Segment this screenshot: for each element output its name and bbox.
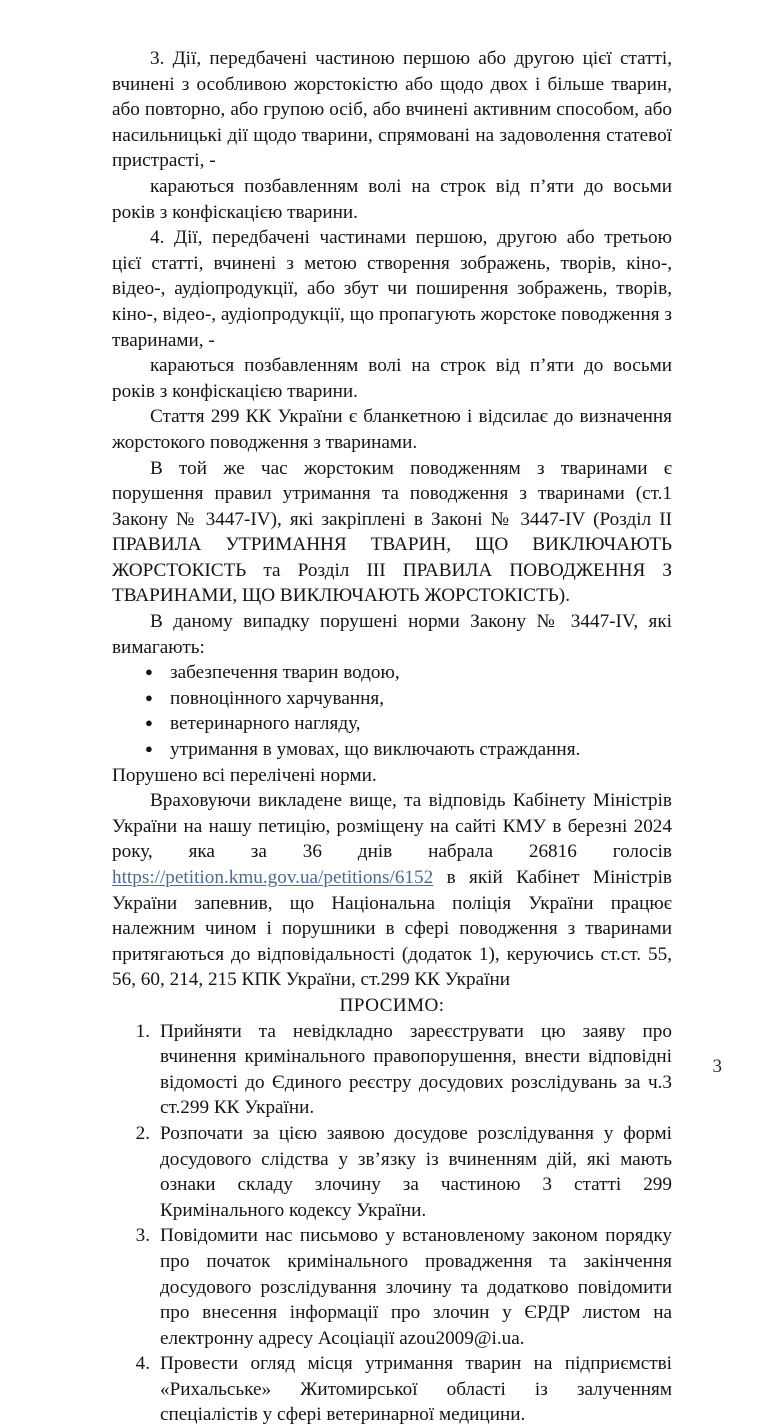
petition-link[interactable]: https://petition.kmu.gov.ua/petitions/6152 [112, 867, 434, 888]
violated-norms-list [112, 660, 672, 762]
request-text: Розпочати за цією заявою досудове розслідування у формі досудового слідства у зв’язку із вчиненням дій, які мають ознаки складу злочину за частиною 3 статті 299 Кримінального кодексу України. [160, 1122, 672, 1221]
list-item [112, 1019, 672, 1121]
paragraph-blanket-norm: Стаття 299 КК України є бланкетною і відсилає до визначення жорстокого поводження з тваринами. [112, 406, 672, 453]
petition-text-after-link: в якій Кабінет Міністрів України запевнив, що Національна поліція України працює належним чином і порушники в сфері поводження з тваринами притягаються до відповідальності (додаток 1), керуючись ст.ст. 55, 56, 60, 214, 215 КПК України, ст.299 КК України [112, 867, 672, 991]
page-number: 3 [712, 1056, 722, 1077]
request-text: Прийняти та невідкладно зареєструвати цю заяву про вчинення кримінального правопорушення, внести відповідні відомості до Єдиного реєстру досудових розслідувань за ч.3 ст.299 КК України. [160, 1020, 672, 1119]
paragraph-3-main: 3. Дії, передбачені частиною першою або другою цієї статті, вчинені з особливою жорстокістю або щодо двох і більше тварин, або повторно, або групою осіб, або вчинені активним способом, або насильницькі дії щодо тварини, спрямовані на задоволення статевої пристрасті, - [112, 48, 672, 172]
list-item [112, 1121, 672, 1223]
paragraph-4-main: 4. Дії, передбачені частинами першою, другою або третьою цієї статті, вчинені з метою створення зображень, творів, кіно-, відео-, аудіопродукції, або збут чи поширення зображень, творів, кіно-, відео-, аудіопродукції, що пропагують жорстоке поводження з тваринами, - [112, 227, 672, 351]
paragraph-4-penalty: караються позбавленням волі на строк від п’яти до восьми років з конфіскацією тварини. [112, 355, 672, 402]
paragraph-norms-lead: В даному випадку порушені норми Закону № 3447-IV, які вимагають: [112, 611, 672, 658]
list-item: ● забезпечення тварин водою, [112, 660, 672, 686]
list-item: ● повноцінного харчування, [112, 686, 672, 712]
page-content [112, 46, 672, 1428]
paragraph-3-penalty: караються позбавленням волі на строк від п’яти до восьми років з конфіскацією тварини. [112, 175, 672, 223]
requests-list [112, 1019, 672, 1428]
petition-text-before-link: Враховуючи викладене вище, та відповідь Кабінету Міністрів України на нашу петицію, розміщену на сайті КМУ в березні 2024 року, яка за 36 днів набрала 26816 голосів [112, 790, 672, 863]
list-item [112, 1223, 672, 1351]
paragraph-violation-rules: В той же час жорстоким поводженням з тваринами є порушення правил утримання та поводження з тваринами (ст.1 Закону № 3447-IV), які закріплені в Законі № 3447-IV (Розділ II ПРАВИЛА УТРИМАННЯ ТВАРИН, ЩО ВИКЛЮЧАЮТЬ ЖОРСТОКІСТЬ та Розділ III ПРАВИЛА ПОВОДЖЕННЯ З ТВАРИНАМИ, ЩО ВИКЛЮЧАЮТЬ ЖОРСТОКІСТЬ). [112, 457, 672, 607]
paragraph-petition-reference [112, 788, 672, 993]
request-text: Провести огляд місця утримання тварин на підприємстві «Рихальське» Житомирської області із залученням спеціалістів у сфері ветеринарної медицини. [160, 1353, 672, 1426]
request-text: Повідомити нас письмово у встановленому законом порядку про початок кримінального провадження та закінчення досудового розслідування злочину та додатково повідомити про внесення інформації про злочин у ЄРДР листом на електронну адресу Асоціації azou2009@i.ua. [160, 1225, 672, 1349]
list-item [112, 1351, 672, 1428]
list-item: ● утримання в умовах, що виключають страждання. [112, 737, 672, 763]
list-item: ● ветеринарного нагляду, [112, 711, 672, 737]
requests-heading: ПРОСИМО: [339, 994, 445, 1016]
paragraph-all-violated: Порушено всі перелічені норми. [112, 764, 377, 786]
